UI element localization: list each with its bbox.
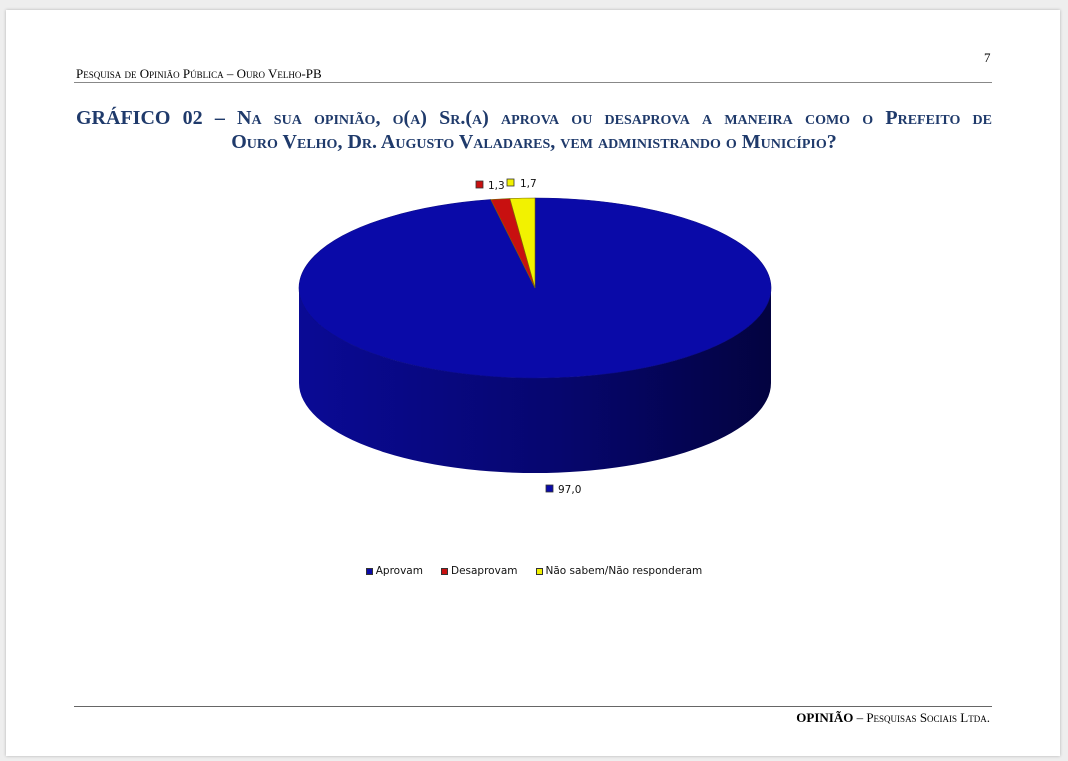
footer-brand: OPINIÃO (796, 710, 854, 725)
data-label-marker-aprovam (546, 485, 553, 492)
legend-item-nao-sabem-nao-responderam (536, 565, 703, 577)
page-footer (0, 710, 990, 726)
footer-company: – Pesquisas Sociais Ltda. (853, 710, 990, 725)
legend-label-aprovam: Aprovam (375, 565, 423, 577)
footer-divider (74, 706, 992, 707)
page-header: Pesquisa de Opinião Pública – Ouro Velho-PB (76, 66, 322, 81)
legend-label-desaprovam: Desaprovam (450, 565, 518, 577)
data-label-nao-sabem-nao-responderam: 1,7 (520, 178, 537, 190)
legend-item-aprovam (366, 565, 423, 577)
legend-swatch-aprovam (366, 568, 373, 575)
data-label-marker-nao-sabem-nao-responderam (507, 179, 514, 186)
chart-legend (0, 565, 1068, 577)
legend-label-nao-sabem-nao-responderam: Não sabem/Não responderam (545, 565, 703, 577)
data-label-desaprovam: 1,3 (488, 180, 505, 192)
legend-swatch-nao-sabem-nao-responderam (536, 568, 543, 575)
data-label-marker-desaprovam (476, 181, 483, 188)
data-label-aprovam: 97,0 (558, 484, 582, 496)
legend-item-desaprovam (441, 565, 518, 577)
chart-title-line-1: GRÁFICO 02 – Na sua opinião, o(a) Sr.(a) aprova ou desaprova a maneira como o Prefeito de (76, 107, 992, 129)
page-number: 7 (984, 50, 991, 65)
chart-title-line-2: Ouro Velho, Dr. Augusto Valadares, vem administrando o Município? (231, 131, 837, 153)
legend-swatch-desaprovam (441, 568, 448, 575)
